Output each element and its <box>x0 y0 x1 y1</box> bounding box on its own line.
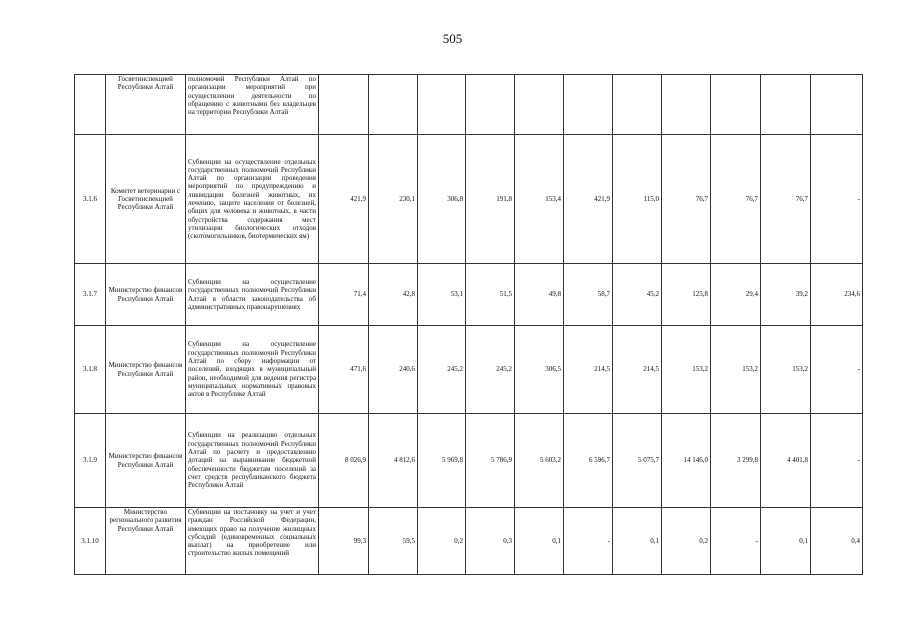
table-row <box>75 264 863 326</box>
value-cell: 0,3 <box>466 508 515 575</box>
value-cell <box>515 75 564 135</box>
value-cell: 153,2 <box>662 326 711 414</box>
value-cell: 191,8 <box>466 135 515 264</box>
value-cell: 39,2 <box>761 264 811 326</box>
value-cell: 29,4 <box>711 264 761 326</box>
value-cell: 53,1 <box>418 264 466 326</box>
organization-cell: Министерство финансов Республики Алтай <box>106 264 186 326</box>
value-cell: 245,2 <box>466 326 515 414</box>
value-cell: - <box>564 508 613 575</box>
row-number-cell: 3.1.6 <box>75 135 106 264</box>
value-cell <box>662 75 711 135</box>
value-cell <box>418 75 466 135</box>
page-number: 505 <box>442 31 463 46</box>
table-row <box>75 135 863 264</box>
value-cell: 59,5 <box>369 508 418 575</box>
value-cell: 76,7 <box>711 135 761 264</box>
value-cell: 214,5 <box>613 326 662 414</box>
value-cell <box>564 75 613 135</box>
value-cell: 5 786,9 <box>466 414 515 508</box>
value-cell: 0,2 <box>662 508 711 575</box>
table-row <box>75 326 863 414</box>
row-number-cell: 3.1.7 <box>75 264 106 326</box>
value-cell: 0,2 <box>418 508 466 575</box>
value-cell: 125,8 <box>662 264 711 326</box>
value-cell: 49,8 <box>515 264 564 326</box>
description-cell: Субвенции на осуществление отдельных государственных полномочий Республики Алтай по организации проведения мероприятий по предупреждению и ликвидации болезней животных, их лечению, защите населения от болезней, общих для человека и животных, в части обустройства содержания мест утилизации биологических отходов (скотомогильников, биотермических ям) <box>186 135 319 264</box>
value-cell: 5 969,8 <box>418 414 466 508</box>
description-cell: Субвенции на постановку на учет и учет граждан Российской Федерации, имеющих право на получение жилищных субсидий (единовременных социальных выплат) на приобретение или строительство жилых помещений <box>186 508 319 575</box>
value-cell: 4 812,6 <box>369 414 418 508</box>
value-cell: 153,2 <box>761 326 811 414</box>
value-cell: 245,2 <box>418 326 466 414</box>
row-number-cell <box>75 75 106 135</box>
description-cell: полномочий Республики Алтай по организации мероприятий при осуществлении деятельности по обращению с животными без владельцев на территории Республики Алтай <box>186 75 319 135</box>
value-cell <box>613 75 662 135</box>
description-cell: Субвенции на реализацию отдельных государственных полномочий Республики Алтай по расчету и предоставлению дотаций на выравнивание бюджетной обеспеченности бюджетам поселений за счет средств республиканского бюджета Республики Алтай <box>186 414 319 508</box>
value-cell: 0,4 <box>811 508 863 575</box>
row-number-cell: 3.1.8 <box>75 326 106 414</box>
value-cell: 0,1 <box>515 508 564 575</box>
value-cell: 51,5 <box>466 264 515 326</box>
value-cell <box>811 75 863 135</box>
value-cell: 8 026,9 <box>319 414 369 508</box>
row-number-cell: 3.1.9 <box>75 414 106 508</box>
value-cell: - <box>711 508 761 575</box>
value-cell <box>369 75 418 135</box>
row-number-cell: 3.1.10 <box>75 508 106 575</box>
value-cell: 5 603,2 <box>515 414 564 508</box>
value-cell: - <box>811 326 863 414</box>
value-cell: 421,9 <box>564 135 613 264</box>
organization-cell: Комитет ветеринарии с Госветинспекцией Республики Алтай <box>106 135 186 264</box>
value-cell: 306,8 <box>418 135 466 264</box>
value-cell: 58,7 <box>564 264 613 326</box>
value-cell: 153,2 <box>711 326 761 414</box>
value-cell: 230,1 <box>369 135 418 264</box>
value-cell: 99,3 <box>319 508 369 575</box>
description-cell: Субвенции на осуществление государственных полномочий Республики Алтай в области законодательства об административных правонарушениях <box>186 264 319 326</box>
value-cell: 5 075,7 <box>613 414 662 508</box>
value-cell: 42,8 <box>369 264 418 326</box>
value-cell: 76,7 <box>662 135 711 264</box>
table-row <box>75 508 863 575</box>
value-cell <box>711 75 761 135</box>
value-cell: 6 596,7 <box>564 414 613 508</box>
value-cell: 76,7 <box>761 135 811 264</box>
value-cell: 214,5 <box>564 326 613 414</box>
value-cell: 71,4 <box>319 264 369 326</box>
subvention-table <box>74 74 863 575</box>
value-cell: 3 299,8 <box>711 414 761 508</box>
value-cell: 14 146,0 <box>662 414 711 508</box>
value-cell: 0,1 <box>613 508 662 575</box>
table-row <box>75 414 863 508</box>
organization-cell: Министерство финансов Республики Алтай <box>106 326 186 414</box>
value-cell: 153,4 <box>515 135 564 264</box>
description-cell: Субвенции на осуществление государственных полномочий Республики Алтай по сбору информации от поселений, входящих в муниципальный район, необходимой для ведения регистра муниципальных нормативных правовых актов в Республике Алтай <box>186 326 319 414</box>
value-cell: 45,2 <box>613 264 662 326</box>
value-cell: - <box>811 135 863 264</box>
value-cell: 0,1 <box>761 508 811 575</box>
value-cell: 240,6 <box>369 326 418 414</box>
value-cell <box>761 75 811 135</box>
organization-cell: Министерство регионального развития Республики Алтай <box>106 508 186 575</box>
value-cell: 471,6 <box>319 326 369 414</box>
value-cell: 306,5 <box>515 326 564 414</box>
value-cell: 4 401,8 <box>761 414 811 508</box>
value-cell <box>319 75 369 135</box>
value-cell: - <box>811 414 863 508</box>
value-cell <box>466 75 515 135</box>
organization-cell: Госветинспекцией Республики Алтай <box>106 75 186 135</box>
value-cell: 234,6 <box>811 264 863 326</box>
organization-cell: Министерство финансов Республики Алтай <box>106 414 186 508</box>
value-cell: 115,0 <box>613 135 662 264</box>
table-row <box>75 75 863 135</box>
value-cell: 421,9 <box>319 135 369 264</box>
